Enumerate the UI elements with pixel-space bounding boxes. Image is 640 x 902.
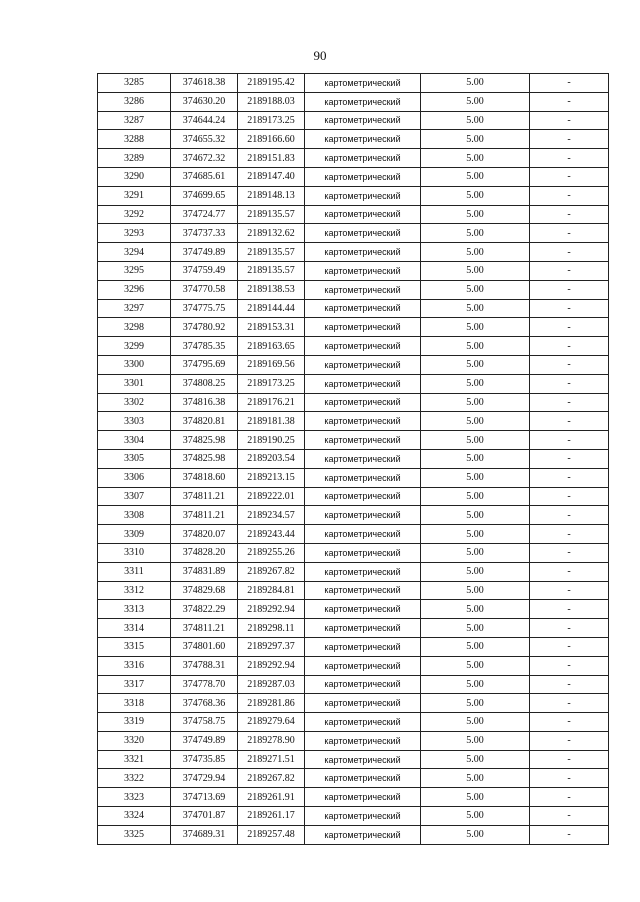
point-number-cell: 3319: [98, 713, 171, 732]
accuracy-cell: 5.00: [421, 355, 530, 374]
note-cell: -: [530, 299, 609, 318]
table-row: [98, 355, 609, 374]
accuracy-cell: 5.00: [421, 637, 530, 656]
x-coordinate-cell: 374828.20: [171, 543, 238, 562]
accuracy-cell: 5.00: [421, 149, 530, 168]
x-coordinate-cell: 374820.07: [171, 525, 238, 544]
x-coordinate-cell: 374811.21: [171, 506, 238, 525]
point-number-cell: 3287: [98, 111, 171, 130]
y-coordinate-cell: 2189243.44: [238, 525, 305, 544]
point-number-cell: 3306: [98, 468, 171, 487]
y-coordinate-cell: 2189153.31: [238, 318, 305, 337]
y-coordinate-cell: 2189222.01: [238, 487, 305, 506]
y-coordinate-cell: 2189176.21: [238, 393, 305, 412]
note-cell: -: [530, 562, 609, 581]
point-number-cell: 3303: [98, 412, 171, 431]
accuracy-cell: 5.00: [421, 769, 530, 788]
point-number-cell: 3300: [98, 355, 171, 374]
point-number-cell: 3314: [98, 619, 171, 638]
accuracy-cell: 5.00: [421, 562, 530, 581]
note-cell: -: [530, 149, 609, 168]
point-number-cell: 3285: [98, 74, 171, 93]
note-cell: -: [530, 619, 609, 638]
x-coordinate-cell: 374729.94: [171, 769, 238, 788]
x-coordinate-cell: 374737.33: [171, 224, 238, 243]
x-coordinate-cell: 374795.69: [171, 355, 238, 374]
table-row: [98, 543, 609, 562]
note-cell: -: [530, 694, 609, 713]
method-cell: картометрический: [305, 731, 421, 750]
x-coordinate-cell: 374768.36: [171, 694, 238, 713]
y-coordinate-cell: 2189203.54: [238, 449, 305, 468]
y-coordinate-cell: 2189147.40: [238, 167, 305, 186]
accuracy-cell: 5.00: [421, 243, 530, 262]
x-coordinate-cell: 374749.89: [171, 731, 238, 750]
method-cell: картометрический: [305, 318, 421, 337]
method-cell: картометрический: [305, 788, 421, 807]
y-coordinate-cell: 2189287.03: [238, 675, 305, 694]
y-coordinate-cell: 2189281.86: [238, 694, 305, 713]
point-number-cell: 3307: [98, 487, 171, 506]
y-coordinate-cell: 2189257.48: [238, 825, 305, 844]
accuracy-cell: 5.00: [421, 600, 530, 619]
y-coordinate-cell: 2189135.57: [238, 243, 305, 262]
y-coordinate-cell: 2189148.13: [238, 186, 305, 205]
x-coordinate-cell: 374770.58: [171, 280, 238, 299]
x-coordinate-cell: 374630.20: [171, 92, 238, 111]
method-cell: картометрический: [305, 355, 421, 374]
x-coordinate-cell: 374788.31: [171, 656, 238, 675]
accuracy-cell: 5.00: [421, 74, 530, 93]
table-row: [98, 130, 609, 149]
y-coordinate-cell: 2189298.11: [238, 619, 305, 638]
x-coordinate-cell: 374825.98: [171, 449, 238, 468]
x-coordinate-cell: 374713.69: [171, 788, 238, 807]
method-cell: картометрический: [305, 205, 421, 224]
method-cell: картометрический: [305, 261, 421, 280]
y-coordinate-cell: 2189261.91: [238, 788, 305, 807]
point-number-cell: 3293: [98, 224, 171, 243]
note-cell: -: [530, 261, 609, 280]
y-coordinate-cell: 2189144.44: [238, 299, 305, 318]
x-coordinate-cell: 374778.70: [171, 675, 238, 694]
accuracy-cell: 5.00: [421, 167, 530, 186]
x-coordinate-cell: 374655.32: [171, 130, 238, 149]
note-cell: -: [530, 487, 609, 506]
method-cell: картометрический: [305, 825, 421, 844]
table-row: [98, 637, 609, 656]
note-cell: -: [530, 318, 609, 337]
point-number-cell: 3286: [98, 92, 171, 111]
table-row: [98, 92, 609, 111]
accuracy-cell: 5.00: [421, 825, 530, 844]
point-number-cell: 3318: [98, 694, 171, 713]
accuracy-cell: 5.00: [421, 130, 530, 149]
y-coordinate-cell: 2189132.62: [238, 224, 305, 243]
x-coordinate-cell: 374818.60: [171, 468, 238, 487]
y-coordinate-cell: 2189135.57: [238, 205, 305, 224]
point-number-cell: 3301: [98, 374, 171, 393]
accuracy-cell: 5.00: [421, 111, 530, 130]
x-coordinate-cell: 374825.98: [171, 431, 238, 450]
method-cell: картометрический: [305, 167, 421, 186]
x-coordinate-cell: 374811.21: [171, 487, 238, 506]
table-row: [98, 713, 609, 732]
accuracy-cell: 5.00: [421, 318, 530, 337]
method-cell: картометрический: [305, 694, 421, 713]
method-cell: картометрический: [305, 393, 421, 412]
method-cell: картометрический: [305, 581, 421, 600]
note-cell: -: [530, 449, 609, 468]
note-cell: -: [530, 788, 609, 807]
point-number-cell: 3289: [98, 149, 171, 168]
x-coordinate-cell: 374785.35: [171, 337, 238, 356]
note-cell: -: [530, 600, 609, 619]
x-coordinate-cell: 374801.60: [171, 637, 238, 656]
method-cell: картометрический: [305, 562, 421, 581]
y-coordinate-cell: 2189279.64: [238, 713, 305, 732]
coordinates-table-body: [98, 74, 609, 845]
accuracy-cell: 5.00: [421, 374, 530, 393]
point-number-cell: 3315: [98, 637, 171, 656]
note-cell: -: [530, 130, 609, 149]
note-cell: -: [530, 543, 609, 562]
method-cell: картометрический: [305, 675, 421, 694]
table-row: [98, 525, 609, 544]
method-cell: картометрический: [305, 243, 421, 262]
table-row: [98, 337, 609, 356]
table-row: [98, 167, 609, 186]
method-cell: картометрический: [305, 412, 421, 431]
method-cell: картометрический: [305, 656, 421, 675]
accuracy-cell: 5.00: [421, 449, 530, 468]
point-number-cell: 3292: [98, 205, 171, 224]
table-row: [98, 243, 609, 262]
x-coordinate-cell: 374808.25: [171, 374, 238, 393]
x-coordinate-cell: 374758.75: [171, 713, 238, 732]
point-number-cell: 3305: [98, 449, 171, 468]
table-row: [98, 149, 609, 168]
y-coordinate-cell: 2189267.82: [238, 562, 305, 581]
table-row: [98, 825, 609, 844]
method-cell: картометрический: [305, 92, 421, 111]
table-row: [98, 506, 609, 525]
point-number-cell: 3324: [98, 807, 171, 826]
accuracy-cell: 5.00: [421, 280, 530, 299]
y-coordinate-cell: 2189135.57: [238, 261, 305, 280]
accuracy-cell: 5.00: [421, 525, 530, 544]
table-row: [98, 581, 609, 600]
table-row: [98, 788, 609, 807]
point-number-cell: 3297: [98, 299, 171, 318]
note-cell: -: [530, 337, 609, 356]
y-coordinate-cell: 2189261.17: [238, 807, 305, 826]
accuracy-cell: 5.00: [421, 393, 530, 412]
method-cell: картометрический: [305, 74, 421, 93]
method-cell: картометрический: [305, 449, 421, 468]
note-cell: -: [530, 581, 609, 600]
point-number-cell: 3321: [98, 750, 171, 769]
y-coordinate-cell: 2189195.42: [238, 74, 305, 93]
table-row: [98, 562, 609, 581]
point-number-cell: 3310: [98, 543, 171, 562]
accuracy-cell: 5.00: [421, 807, 530, 826]
method-cell: картометрический: [305, 374, 421, 393]
accuracy-cell: 5.00: [421, 619, 530, 638]
point-number-cell: 3302: [98, 393, 171, 412]
method-cell: картометрический: [305, 807, 421, 826]
y-coordinate-cell: 2189278.90: [238, 731, 305, 750]
y-coordinate-cell: 2189151.83: [238, 149, 305, 168]
table-row: [98, 393, 609, 412]
accuracy-cell: 5.00: [421, 656, 530, 675]
x-coordinate-cell: 374816.38: [171, 393, 238, 412]
accuracy-cell: 5.00: [421, 224, 530, 243]
note-cell: -: [530, 769, 609, 788]
point-number-cell: 3320: [98, 731, 171, 750]
accuracy-cell: 5.00: [421, 694, 530, 713]
accuracy-cell: 5.00: [421, 675, 530, 694]
method-cell: картометрический: [305, 299, 421, 318]
point-number-cell: 3299: [98, 337, 171, 356]
accuracy-cell: 5.00: [421, 205, 530, 224]
accuracy-cell: 5.00: [421, 487, 530, 506]
y-coordinate-cell: 2189169.56: [238, 355, 305, 374]
note-cell: -: [530, 468, 609, 487]
point-number-cell: 3304: [98, 431, 171, 450]
x-coordinate-cell: 374775.75: [171, 299, 238, 318]
note-cell: -: [530, 431, 609, 450]
note-cell: -: [530, 111, 609, 130]
table-row: [98, 619, 609, 638]
table-row: [98, 468, 609, 487]
x-coordinate-cell: 374724.77: [171, 205, 238, 224]
note-cell: -: [530, 74, 609, 93]
accuracy-cell: 5.00: [421, 92, 530, 111]
y-coordinate-cell: 2189292.94: [238, 600, 305, 619]
x-coordinate-cell: 374780.92: [171, 318, 238, 337]
x-coordinate-cell: 374811.21: [171, 619, 238, 638]
x-coordinate-cell: 374672.32: [171, 149, 238, 168]
table-row: [98, 205, 609, 224]
point-number-cell: 3290: [98, 167, 171, 186]
accuracy-cell: 5.00: [421, 431, 530, 450]
note-cell: -: [530, 525, 609, 544]
y-coordinate-cell: 2189190.25: [238, 431, 305, 450]
y-coordinate-cell: 2189181.38: [238, 412, 305, 431]
x-coordinate-cell: 374689.31: [171, 825, 238, 844]
x-coordinate-cell: 374831.89: [171, 562, 238, 581]
table-row: [98, 374, 609, 393]
method-cell: картометрический: [305, 506, 421, 525]
method-cell: картометрический: [305, 543, 421, 562]
y-coordinate-cell: 2189173.25: [238, 111, 305, 130]
x-coordinate-cell: 374699.65: [171, 186, 238, 205]
method-cell: картометрический: [305, 130, 421, 149]
y-coordinate-cell: 2189267.82: [238, 769, 305, 788]
table-row: [98, 111, 609, 130]
note-cell: -: [530, 167, 609, 186]
y-coordinate-cell: 2189234.57: [238, 506, 305, 525]
method-cell: картометрический: [305, 186, 421, 205]
table-row: [98, 769, 609, 788]
point-number-cell: 3298: [98, 318, 171, 337]
method-cell: картометрический: [305, 280, 421, 299]
method-cell: картометрический: [305, 431, 421, 450]
note-cell: -: [530, 750, 609, 769]
note-cell: -: [530, 637, 609, 656]
table-row: [98, 299, 609, 318]
note-cell: -: [530, 807, 609, 826]
table-row: [98, 74, 609, 93]
y-coordinate-cell: 2189173.25: [238, 374, 305, 393]
accuracy-cell: 5.00: [421, 186, 530, 205]
table-row: [98, 186, 609, 205]
method-cell: картометрический: [305, 750, 421, 769]
y-coordinate-cell: 2189255.26: [238, 543, 305, 562]
table-row: [98, 224, 609, 243]
point-number-cell: 3308: [98, 506, 171, 525]
x-coordinate-cell: 374618.38: [171, 74, 238, 93]
method-cell: картометрический: [305, 149, 421, 168]
point-number-cell: 3322: [98, 769, 171, 788]
note-cell: -: [530, 506, 609, 525]
method-cell: картометрический: [305, 224, 421, 243]
table-row: [98, 280, 609, 299]
method-cell: картометрический: [305, 337, 421, 356]
point-number-cell: 3317: [98, 675, 171, 694]
point-number-cell: 3309: [98, 525, 171, 544]
table-row: [98, 600, 609, 619]
table-row: [98, 694, 609, 713]
note-cell: -: [530, 280, 609, 299]
x-coordinate-cell: 374820.81: [171, 412, 238, 431]
x-coordinate-cell: 374644.24: [171, 111, 238, 130]
point-number-cell: 3313: [98, 600, 171, 619]
x-coordinate-cell: 374701.87: [171, 807, 238, 826]
table-row: [98, 431, 609, 450]
accuracy-cell: 5.00: [421, 506, 530, 525]
method-cell: картометрический: [305, 713, 421, 732]
x-coordinate-cell: 374829.68: [171, 581, 238, 600]
y-coordinate-cell: 2189297.37: [238, 637, 305, 656]
note-cell: -: [530, 355, 609, 374]
note-cell: -: [530, 412, 609, 431]
note-cell: -: [530, 224, 609, 243]
point-number-cell: 3312: [98, 581, 171, 600]
note-cell: -: [530, 393, 609, 412]
point-number-cell: 3295: [98, 261, 171, 280]
table-row: [98, 807, 609, 826]
note-cell: -: [530, 675, 609, 694]
table-row: [98, 750, 609, 769]
x-coordinate-cell: 374759.49: [171, 261, 238, 280]
method-cell: картометрический: [305, 619, 421, 638]
point-number-cell: 3311: [98, 562, 171, 581]
y-coordinate-cell: 2189163.65: [238, 337, 305, 356]
table-row: [98, 656, 609, 675]
note-cell: -: [530, 713, 609, 732]
x-coordinate-cell: 374685.61: [171, 167, 238, 186]
accuracy-cell: 5.00: [421, 713, 530, 732]
point-number-cell: 3288: [98, 130, 171, 149]
method-cell: картометрический: [305, 468, 421, 487]
point-number-cell: 3323: [98, 788, 171, 807]
method-cell: картометрический: [305, 487, 421, 506]
point-number-cell: 3294: [98, 243, 171, 262]
x-coordinate-cell: 374735.85: [171, 750, 238, 769]
accuracy-cell: 5.00: [421, 299, 530, 318]
table-row: [98, 487, 609, 506]
accuracy-cell: 5.00: [421, 750, 530, 769]
page-number: 90: [313, 48, 327, 63]
y-coordinate-cell: 2189284.81: [238, 581, 305, 600]
method-cell: картометрический: [305, 637, 421, 656]
method-cell: картометрический: [305, 769, 421, 788]
note-cell: -: [530, 205, 609, 224]
accuracy-cell: 5.00: [421, 731, 530, 750]
point-number-cell: 3325: [98, 825, 171, 844]
method-cell: картометрический: [305, 111, 421, 130]
y-coordinate-cell: 2189166.60: [238, 130, 305, 149]
note-cell: -: [530, 92, 609, 111]
accuracy-cell: 5.00: [421, 261, 530, 280]
coordinates-table: [97, 73, 609, 845]
y-coordinate-cell: 2189271.51: [238, 750, 305, 769]
note-cell: -: [530, 374, 609, 393]
accuracy-cell: 5.00: [421, 581, 530, 600]
x-coordinate-cell: 374749.89: [171, 243, 238, 262]
y-coordinate-cell: 2189138.53: [238, 280, 305, 299]
method-cell: картометрический: [305, 600, 421, 619]
note-cell: -: [530, 243, 609, 262]
table-row: [98, 675, 609, 694]
y-coordinate-cell: 2189213.15: [238, 468, 305, 487]
table-row: [98, 731, 609, 750]
note-cell: -: [530, 731, 609, 750]
y-coordinate-cell: 2189188.03: [238, 92, 305, 111]
accuracy-cell: 5.00: [421, 543, 530, 562]
y-coordinate-cell: 2189292.94: [238, 656, 305, 675]
accuracy-cell: 5.00: [421, 788, 530, 807]
x-coordinate-cell: 374822.29: [171, 600, 238, 619]
accuracy-cell: 5.00: [421, 412, 530, 431]
note-cell: -: [530, 656, 609, 675]
accuracy-cell: 5.00: [421, 468, 530, 487]
note-cell: -: [530, 825, 609, 844]
point-number-cell: 3291: [98, 186, 171, 205]
point-number-cell: 3316: [98, 656, 171, 675]
table-row: [98, 261, 609, 280]
table-row: [98, 318, 609, 337]
note-cell: -: [530, 186, 609, 205]
method-cell: картометрический: [305, 525, 421, 544]
point-number-cell: 3296: [98, 280, 171, 299]
accuracy-cell: 5.00: [421, 337, 530, 356]
table-row: [98, 449, 609, 468]
table-row: [98, 412, 609, 431]
